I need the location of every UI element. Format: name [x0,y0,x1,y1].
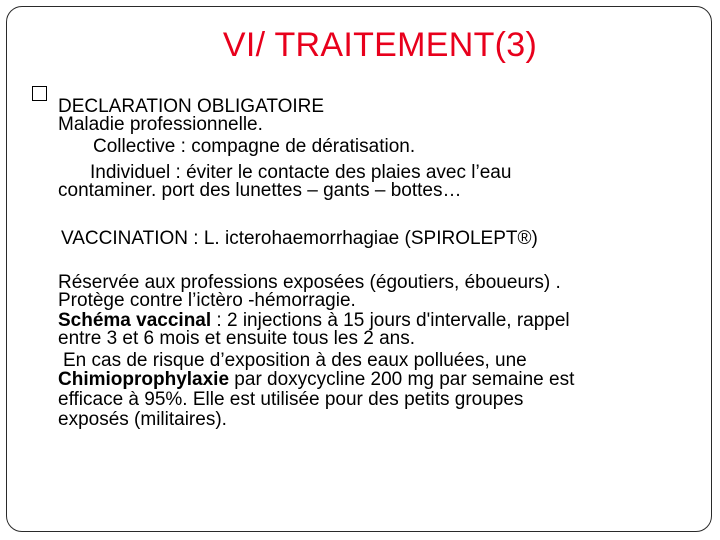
chimio-line [58,370,718,390]
protege-line: Protège contre l’ictèro -hémorragie. [58,290,356,311]
vaccination-line: VACCINATION : L. icterohaemorrhagiae (SPIROLEPT®) [61,228,538,249]
declaration-line: DECLARATION OBLIGATOIRE [58,96,325,117]
slide-body [34,84,694,430]
slide-title: VI/ TRAITEMENT(3) [222,26,538,64]
schema-text: : 2 injections à 15 jours d'intervalle, rappel [211,310,570,331]
chimio-text: par doxycycline 200 mg par semaine est [229,369,575,390]
maladie-line: Maladie professionnelle. [58,114,263,135]
risque-line: En cas de risque d’exposition à des eaux polluées, une [63,350,527,371]
square-bullet-icon [32,86,47,101]
individuel-line-1: Individuel : éviter le contacte des plaies avec l’eau [90,162,512,183]
reservee-line: Réservée aux professions exposées (égoutiers, éboueurs) . [58,272,561,293]
efficace-line: efficace à 95%. Elle est utilisée pour des petits groupes [58,389,524,410]
exposes-line: exposés (militaires). [58,409,227,430]
individuel-line-2: contaminer. port des lunettes – gants – bottes… [58,180,462,201]
collective-line: Collective : compagne de dératisation. [93,136,416,157]
schema-label: Schéma vaccinal [58,310,212,331]
chimio-label: Chimioprophylaxie [58,369,230,390]
schema-line-2: entre 3 et 6 mois et ensuite tous les 2 ans. [58,328,415,349]
